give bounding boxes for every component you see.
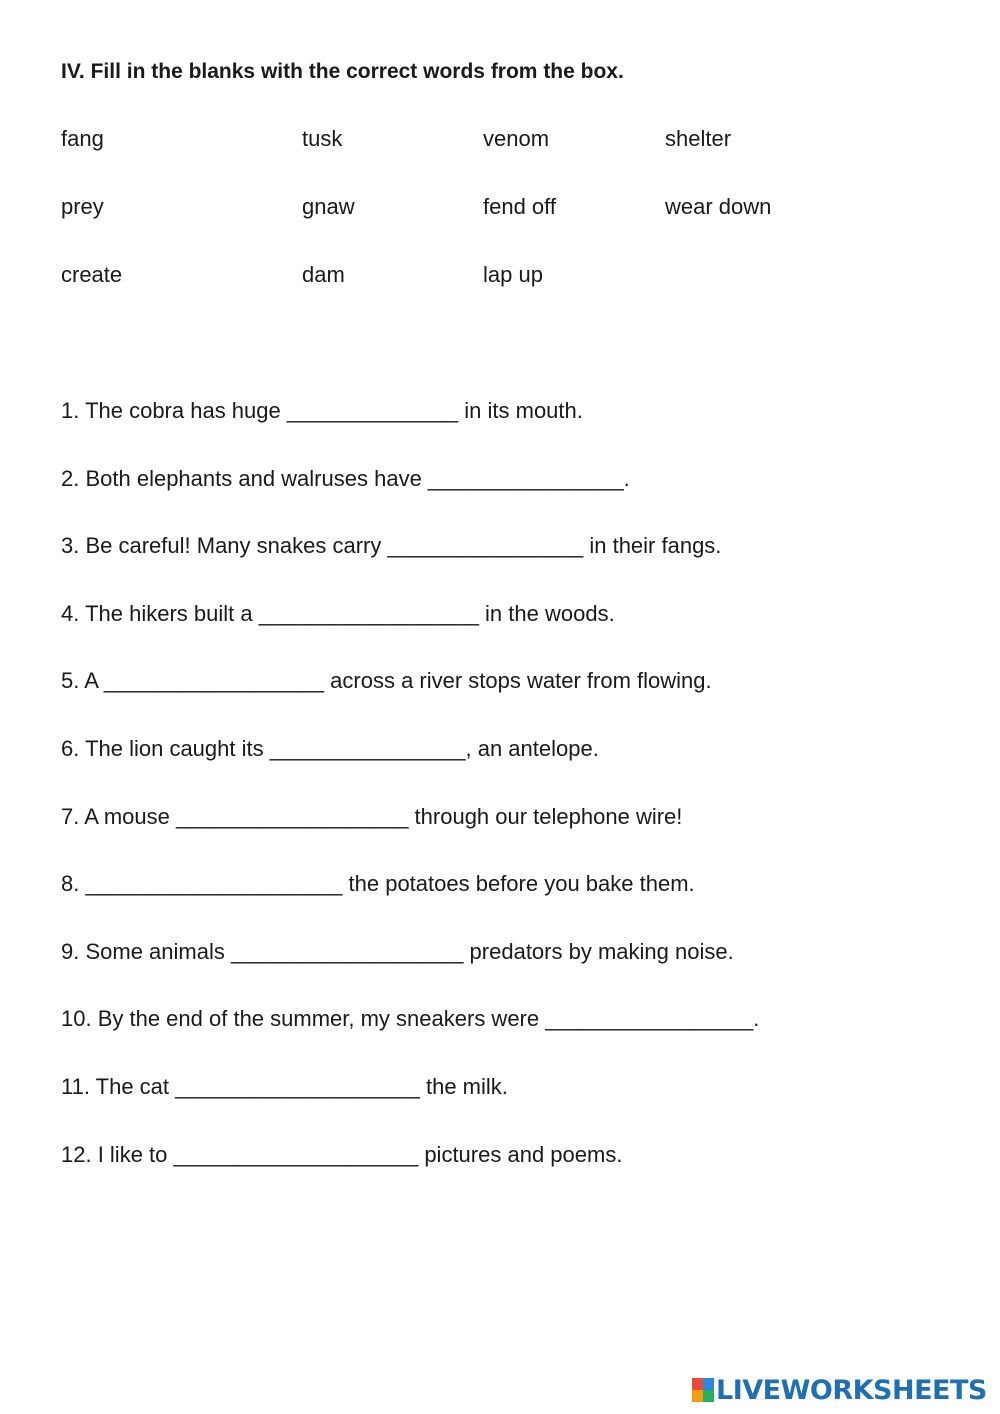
word-bank-item: gnaw bbox=[302, 194, 355, 219]
word-bank-row bbox=[61, 194, 921, 262]
question-item bbox=[61, 600, 961, 668]
question-item bbox=[61, 465, 961, 533]
section-heading: IV. Fill in the blanks with the correct words from the box. bbox=[61, 60, 624, 83]
question-text: 9. Some animals ___________________ predators by making noise. bbox=[61, 938, 734, 964]
question-text: 11. The cat ____________________ the milk. bbox=[61, 1073, 508, 1099]
question-text: 12. I like to ____________________ pictures and poems. bbox=[61, 1141, 623, 1167]
question-text: 6. The lion caught its ________________, an antelope. bbox=[61, 735, 599, 761]
question-text: 5. A __________________ across a river stops water from flowing. bbox=[61, 668, 712, 694]
question-item bbox=[61, 1005, 961, 1073]
word-bank-item: shelter bbox=[665, 126, 732, 151]
word-bank-item: create bbox=[61, 262, 123, 287]
word-bank-row bbox=[61, 126, 921, 194]
question-text: 7. A mouse ___________________ through our telephone wire! bbox=[61, 803, 683, 829]
word-bank-item: dam bbox=[302, 262, 345, 287]
question-item bbox=[61, 735, 961, 803]
word-bank-row bbox=[61, 262, 921, 330]
question-text: 2. Both elephants and walruses have ________________. bbox=[61, 465, 630, 491]
question-item bbox=[61, 870, 961, 938]
question-item bbox=[61, 803, 961, 871]
word-bank-item: fang bbox=[61, 126, 104, 151]
question-text: 10. By the end of the summer, my sneakers were _________________. bbox=[61, 1006, 760, 1032]
liveworksheets-logo-icon bbox=[692, 1378, 714, 1402]
question-text: 8. _____________________ the potatoes before you bake them. bbox=[61, 871, 695, 897]
word-bank-item: wear down bbox=[665, 194, 772, 219]
question-item bbox=[61, 397, 961, 465]
logo-text: LIVEWORKSHEETS bbox=[716, 1374, 987, 1406]
question-text: 1. The cobra has huge ______________ in its mouth. bbox=[61, 398, 583, 423]
question-text: 3. Be careful! Many snakes carry ________________ in their fangs. bbox=[61, 533, 722, 559]
word-bank-item: fend off bbox=[483, 194, 556, 219]
question-item bbox=[61, 938, 961, 1006]
word-bank-item: lap up bbox=[483, 262, 543, 287]
question-item bbox=[61, 1141, 961, 1209]
liveworksheets-logo bbox=[692, 1374, 987, 1406]
question-item bbox=[61, 667, 961, 735]
word-bank-item: prey bbox=[61, 194, 104, 219]
question-item bbox=[61, 1073, 961, 1141]
word-bank-item: venom bbox=[483, 126, 550, 151]
word-bank bbox=[61, 126, 921, 330]
word-bank-item: tusk bbox=[302, 126, 343, 151]
question-list bbox=[61, 397, 961, 1208]
question-text: 4. The hikers built a __________________ in the woods. bbox=[61, 600, 615, 626]
question-item bbox=[61, 532, 961, 600]
